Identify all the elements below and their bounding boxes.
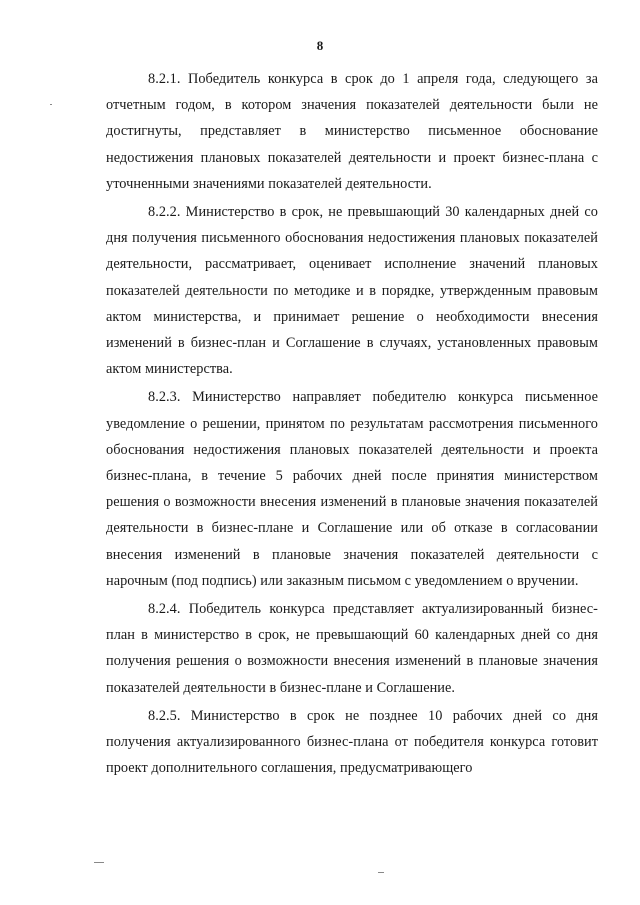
paragraph-8-2-5: 8.2.5. Министерство в срок не позднее 10 рабочих дней со дня получения актуализированного бизнес-плана от победителя конкурса готовит проект дополнительного соглашения, предусматривающего: [106, 707, 598, 777]
scan-speck: [94, 862, 104, 863]
scan-speck: [378, 872, 384, 873]
page-number: 8: [316, 38, 324, 53]
paragraph-8-2-4: 8.2.4. Победитель конкурса представляет актуализированный бизнес-план в министерство в срок, не превышающий 60 календарных дней со дня получения решения о возможности внесения изменений в плановые значения показателей деятельности в бизнес-плане и Соглашение.: [106, 601, 598, 696]
paragraph-8-2-1: 8.2.1. Победитель конкурса в срок до 1 апреля года, следующего за отчетным годом, в котором значения показателей деятельности были не достигнуты, представляет в министерство письменное обоснование недостижения плановых показателей деятельности и проект бизнес-плана с уточненными значениями показателей деятельности.: [106, 71, 598, 192]
paragraph-8-2-3: 8.2.3. Министерство направляет победителю конкурса письменное уведомление о решении, принятом по результатам рассмотрения письменного обоснования недостижения плановых показателей деятельности и проекта бизнес-плана, в течение 5 рабочих дней после принятия министерством решения о возможности внесения изменений в плановые значения показателей деятельности в бизнес-плане и Соглашение или об отказе в согласовании внесения изменений в плановые значения показателей деятельности с нарочным (под подпись) или заказным письмом с уведомлением о вручении.: [106, 389, 598, 589]
scan-speck: [50, 104, 52, 105]
document-body: [106, 66, 598, 783]
paragraph-8-2-2: 8.2.2. Министерство в срок, не превышающий 30 календарных дней со дня получения письменного обоснования недостижения плановых показателей деятельности, рассматривает, оценивает исполнение значений плановых показателей деятельности по методике и в порядке, утвержденным правовым актом министерства, и принимает решение о необходимости внесения изменений в бизнес-план и Соглашение в случаях, установленных правовым актом министерства.: [106, 204, 598, 378]
